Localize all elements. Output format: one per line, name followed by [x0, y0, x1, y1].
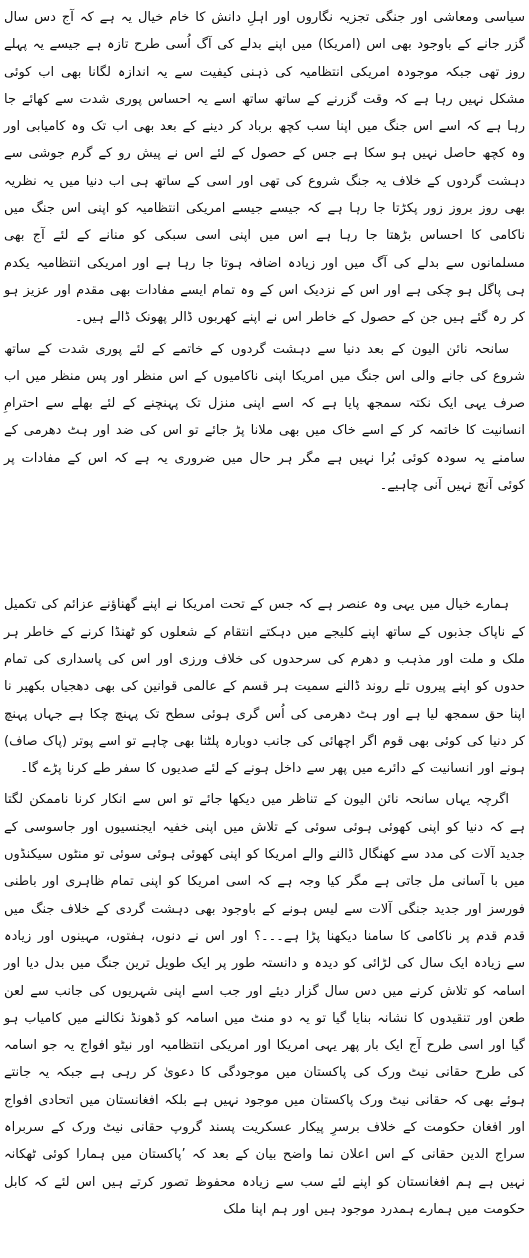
article-paragraph-4: اگرچہ یہاں سانحہ نائن الیون کے تناظر میں دیکھا جائے تو اس سے انکار کرنا ناممکن لگتا ہے کہ دنیا کو اپنی کھوئی ہوئی سوئی کے تلاش میں اپنی خفیہ ایجنسیوں اور جاسوسی کے جدید آلات کی مدد سے کھنگال ڈالنے والے امریکا کو اپنی کھوئی ہوئی سوئی تو منٹوں سیکنڈوں میں با آسانی مل جاتی ہے مگر کیا وجہ ہے کہ اسی امریکا کو اپنی تمام ظاہری اور باطنی فورسز اور جدید جنگی آلات سے لیس ہونے کے باوجود بھی دہشت گردی کے خلاف جنگ میں قدم قدم پر ناکامی کا سامنا دیکھنا پڑا ہے۔۔۔؟ اور اس نے دنوں، ہفتوں، مہینوں اور زیادہ سے زیادہ ایک سال کی لڑائی کو دیدہ و دانستہ طور پر ایک طویل ترین جنگ میں بدل دیا اور اسامہ کو تلاش کرنے میں دس سال گزار دیئے اور جب اسے اپنی شہریوں کی جانب سے لعن طعن اور تنقیدوں کا نشانہ بنایا گیا تو یہ دو منٹ میں اسامہ کو ڈھونڈ نکالنے میں کامیاب ہو گیا اور اسی طرح آج ایک بار پھر یہی امریکا اور امریکی انتظامیہ اور نیٹو افواج یہ جو اسامہ کی طرح حقانی نیٹ ورک کی پاکستان میں موجودگی کا دعویٰ کر رہی ہے جبکہ یہ جانتے ہوئے بھی کہ حقانی نیٹ ورک پاکستان میں موجود نہیں ہے بلکہ افغانستان میں اتحادی افواج اور افغان حکومت کے خلاف برسرِ پیکار عسکریت پسند گروپ حقانی نیٹ ورک کے سربراہ سراج الدین حقانی کے اس اعلان نما واضح بیان کے بعد کہ ’پاکستان میں ہمارا کوئی ٹھکانہ نہیں ہے ہم افغانستان کو اپنے لئے سب سے زیادہ محفوظ تصور کرتے ہیں اس لئے کہ کابل حکومت میں ہمارے ہمدرد موجود ہیں اور ہم اپنا ملک — [4, 792, 525, 1217]
article-paragraph-3: ہمارے خیال میں یہی وہ عنصر ہے کہ جس کے تحت امریکا نے اپنے گھناؤنے عزائم کی تکمیل کے ناپاک جذبوں کے ساتھ اپنے کلیجے میں دہکتے انتقام کے شعلوں کو ٹھنڈا کرنے کے خاطر ہر ملک و ملت اور مذہب و دھرم کی سرحدوں کی خلاف ورزی اور اس کی پاسداری کی تمام حدوں کو اپنے پیروں تلے روند ڈالنے سمیت ہر قسم کے عالمی قوانین کی بھی دھجیاں بکھیر نا اپنا حق سمجھ لیا ہے اور ہٹ دھرمی کی اُس گری ہوئی سطح تک پہنچ چکا ہے جہاں پہنچ کر دنیا کی کوئی بھی قوم اگر اچھائی کی جانب دوبارہ پلٹنا بھی چاہے تو اسے پوتر (پاک صاف) ہونے اور انسانیت کے دائرے میں پھر سے داخل ہونے کے لئے صدیوں کا سفر طے کرنا پڑے گا۔ — [4, 597, 525, 777]
section-spacer — [4, 499, 525, 591]
article-paragraph-2: سانحہ نائن الیون کے بعد دنیا سے دہشت گردوں کے خاتمے کے لئے پوری شدت کے ساتھ شروع کی جانے والی اس جنگ میں امریکا اپنی ناکامیوں کے اس منظر اور پس منظر میں اب صرف یہی ایک نکتہ سمجھ پایا ہے کہ اسے اپنی منزل تک پہنچنے کے لئے بھلے سے احترامِ انسانیت کا خاتمہ کر کے اسے خاک میں بھی ملانا پڑ جائے تو اس کی ضد اور ہٹ دھرمی کے سامنے یہ سودہ کوئی بُرا نہیں ہے مگر ہر حال میں ضروری یہ ہے کہ اس کے مفادات پر کوئی آنچ نہیں آنی چاہیے۔ — [4, 341, 525, 494]
article-paragraph-1: سیاسی ومعاشی اور جنگی تجزیہ نگاروں اور اہلِ دانش کا خام خیال یہ ہے کہ آج دس سال گزر جانے کے باوجود بھی اس (امریکا) میں اپنے بدلے کی آگ اُسی طرح تازہ ہے جیسے یہ پہلے روز تھی جبکہ موجودہ امریکی انتظامیہ کی ذہنی کیفیت سے یہ اندازہ لگانا بھی اب کوئی مشکل نہیں رہا ہے کہ وقت گزرنے کے ساتھ ساتھ اسے یہ احساس پوری شدت سے کھائے جا رہا ہے کہ اسے اس جنگ میں اپنا سب کچھ برباد کر دینے کے بعد بھی اب تک وہ کامیابی اور وہ کچھ حاصل نہیں ہو سکا ہے جس کے حصول کے لئے اس نے پیش رو کے گرم جوشی سے دہشت گردوں کے خلاف یہ جنگ شروع کی تھی اور اسی کے ساتھ ہی اب دنیا میں یہ نظریہ بھی روز بروز زور پکڑتا جا رہا ہے کہ جیسے جیسے امریکی انتظامیہ کو اپنی اس جنگ میں ناکامی کا احساس بڑھتا جا رہا ہے اس میں اپنی اسی سبکی کو منانے کے لئے آج بھی مسلمانوں سے بدلے کی آگ میں اور زیادہ اضافہ ہوتا جا رہا ہے اور امریکی انتظامیہ یکدم ہی پاگل ہو چکی ہے اور اس کے نزدیک اس کے وہ تمام ایسے مفادات بھی مقدم اور عزیز ہو کر رہ گئے ہیں جن کے حصول کے خاطر اس نے اپنے کھربوں ڈالر پھونک ڈالے ہیں۔ — [4, 10, 525, 326]
